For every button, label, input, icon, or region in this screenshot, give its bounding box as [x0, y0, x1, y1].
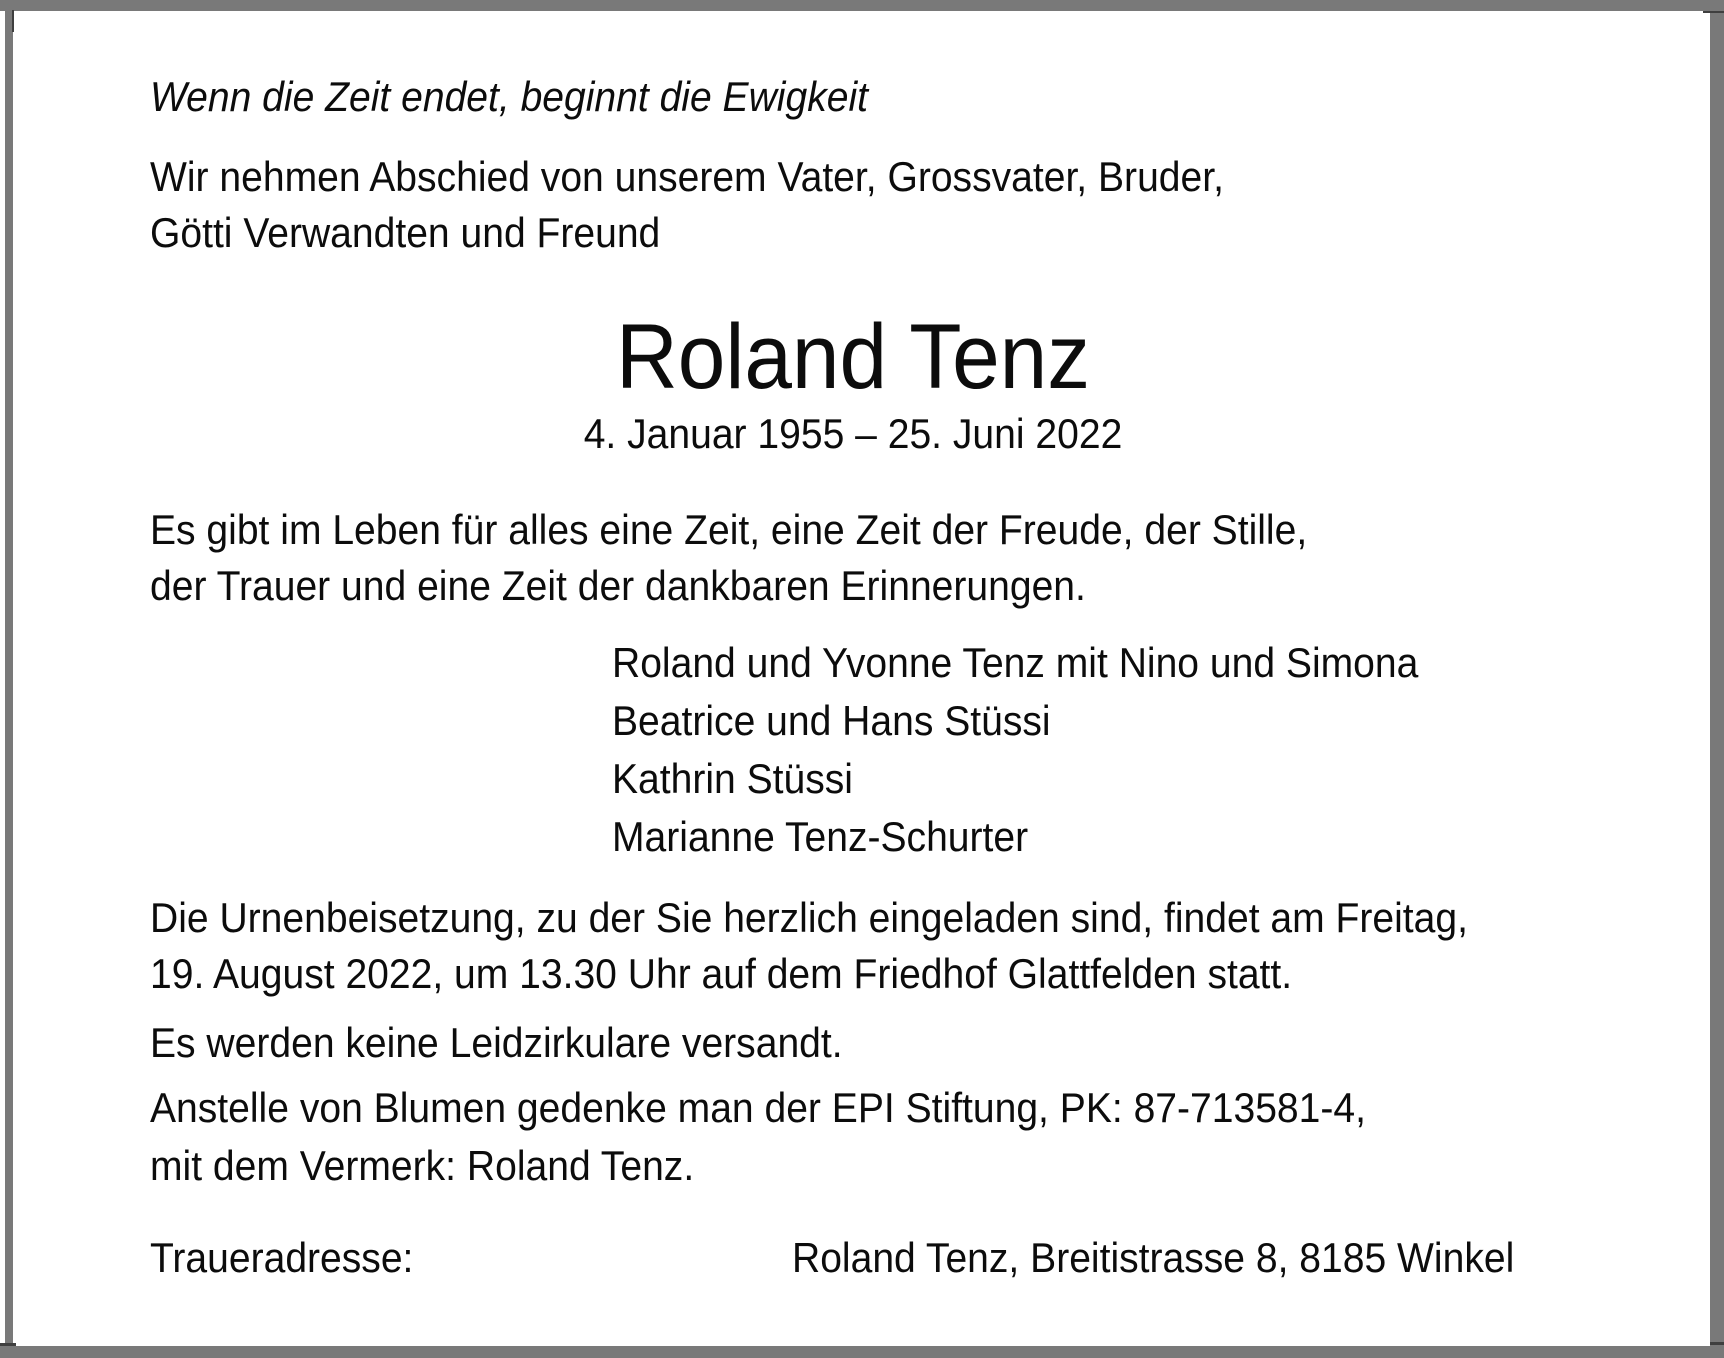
mourner-name: Beatrice und Hans Stüssi — [612, 697, 1051, 744]
donation-paragraph — [150, 1079, 1710, 1195]
funeral-line: 19. August 2022, um 13.30 Uhr auf dem Friedhof Glattfelden statt. — [150, 950, 1293, 997]
verse-line: Es gibt im Leben für alles eine Zeit, eine Zeit der Freude, der Stille, — [150, 506, 1308, 553]
mourner-name: Kathrin Stüssi — [612, 755, 853, 802]
deceased-name: Roland Tenz — [615, 306, 1091, 408]
scan-artifact-line — [1710, 1342, 1724, 1345]
mourning-address-row — [150, 1230, 1710, 1286]
mourner-name: Roland und Yvonne Tenz mit Nino und Simona — [612, 639, 1419, 686]
intro-paragraph — [150, 149, 1710, 261]
life-dates: 4. Januar 1955 – 25. Juni 2022 — [583, 410, 1123, 457]
mourners-list — [612, 634, 1710, 866]
circular-note: Es werden keine Leidzirkulare versandt. — [150, 1019, 843, 1066]
intro-line: Wir nehmen Abschied von unserem Vater, Grossvater, Bruder, — [150, 153, 1224, 200]
scan-frame-bottom — [0, 1346, 1724, 1358]
mourning-address-value: Roland Tenz, Breitistrasse 8, 8185 Winkel — [792, 1234, 1515, 1281]
scan-frame-top — [0, 0, 1724, 11]
funeral-line: Die Urnenbeisetzung, zu der Sie herzlich eingeladen sind, findet am Freitag, — [150, 894, 1468, 941]
mourning-address-label: Traueradresse: — [150, 1234, 414, 1281]
name-block — [150, 307, 1556, 459]
epigraph: Wenn die Zeit endet, beginnt die Ewigkeit — [150, 73, 869, 120]
funeral-paragraph — [150, 890, 1710, 1002]
donation-line: Anstelle von Blumen gedenke man der EPI Stiftung, PK: 87-713581-4, — [150, 1084, 1366, 1131]
verse-line: der Trauer und eine Zeit der dankbaren Erinnerungen. — [150, 562, 1086, 609]
donation-line: mit dem Vermerk: Roland Tenz. — [150, 1142, 695, 1189]
mourner-name: Marianne Tenz-Schurter — [612, 813, 1029, 860]
scan-frame-right — [1710, 11, 1724, 1346]
notice-sheet — [13, 11, 1710, 1346]
intro-line: Götti Verwandten und Freund — [150, 209, 661, 256]
verse-paragraph — [150, 502, 1710, 614]
scan-frame-left — [5, 11, 13, 1346]
